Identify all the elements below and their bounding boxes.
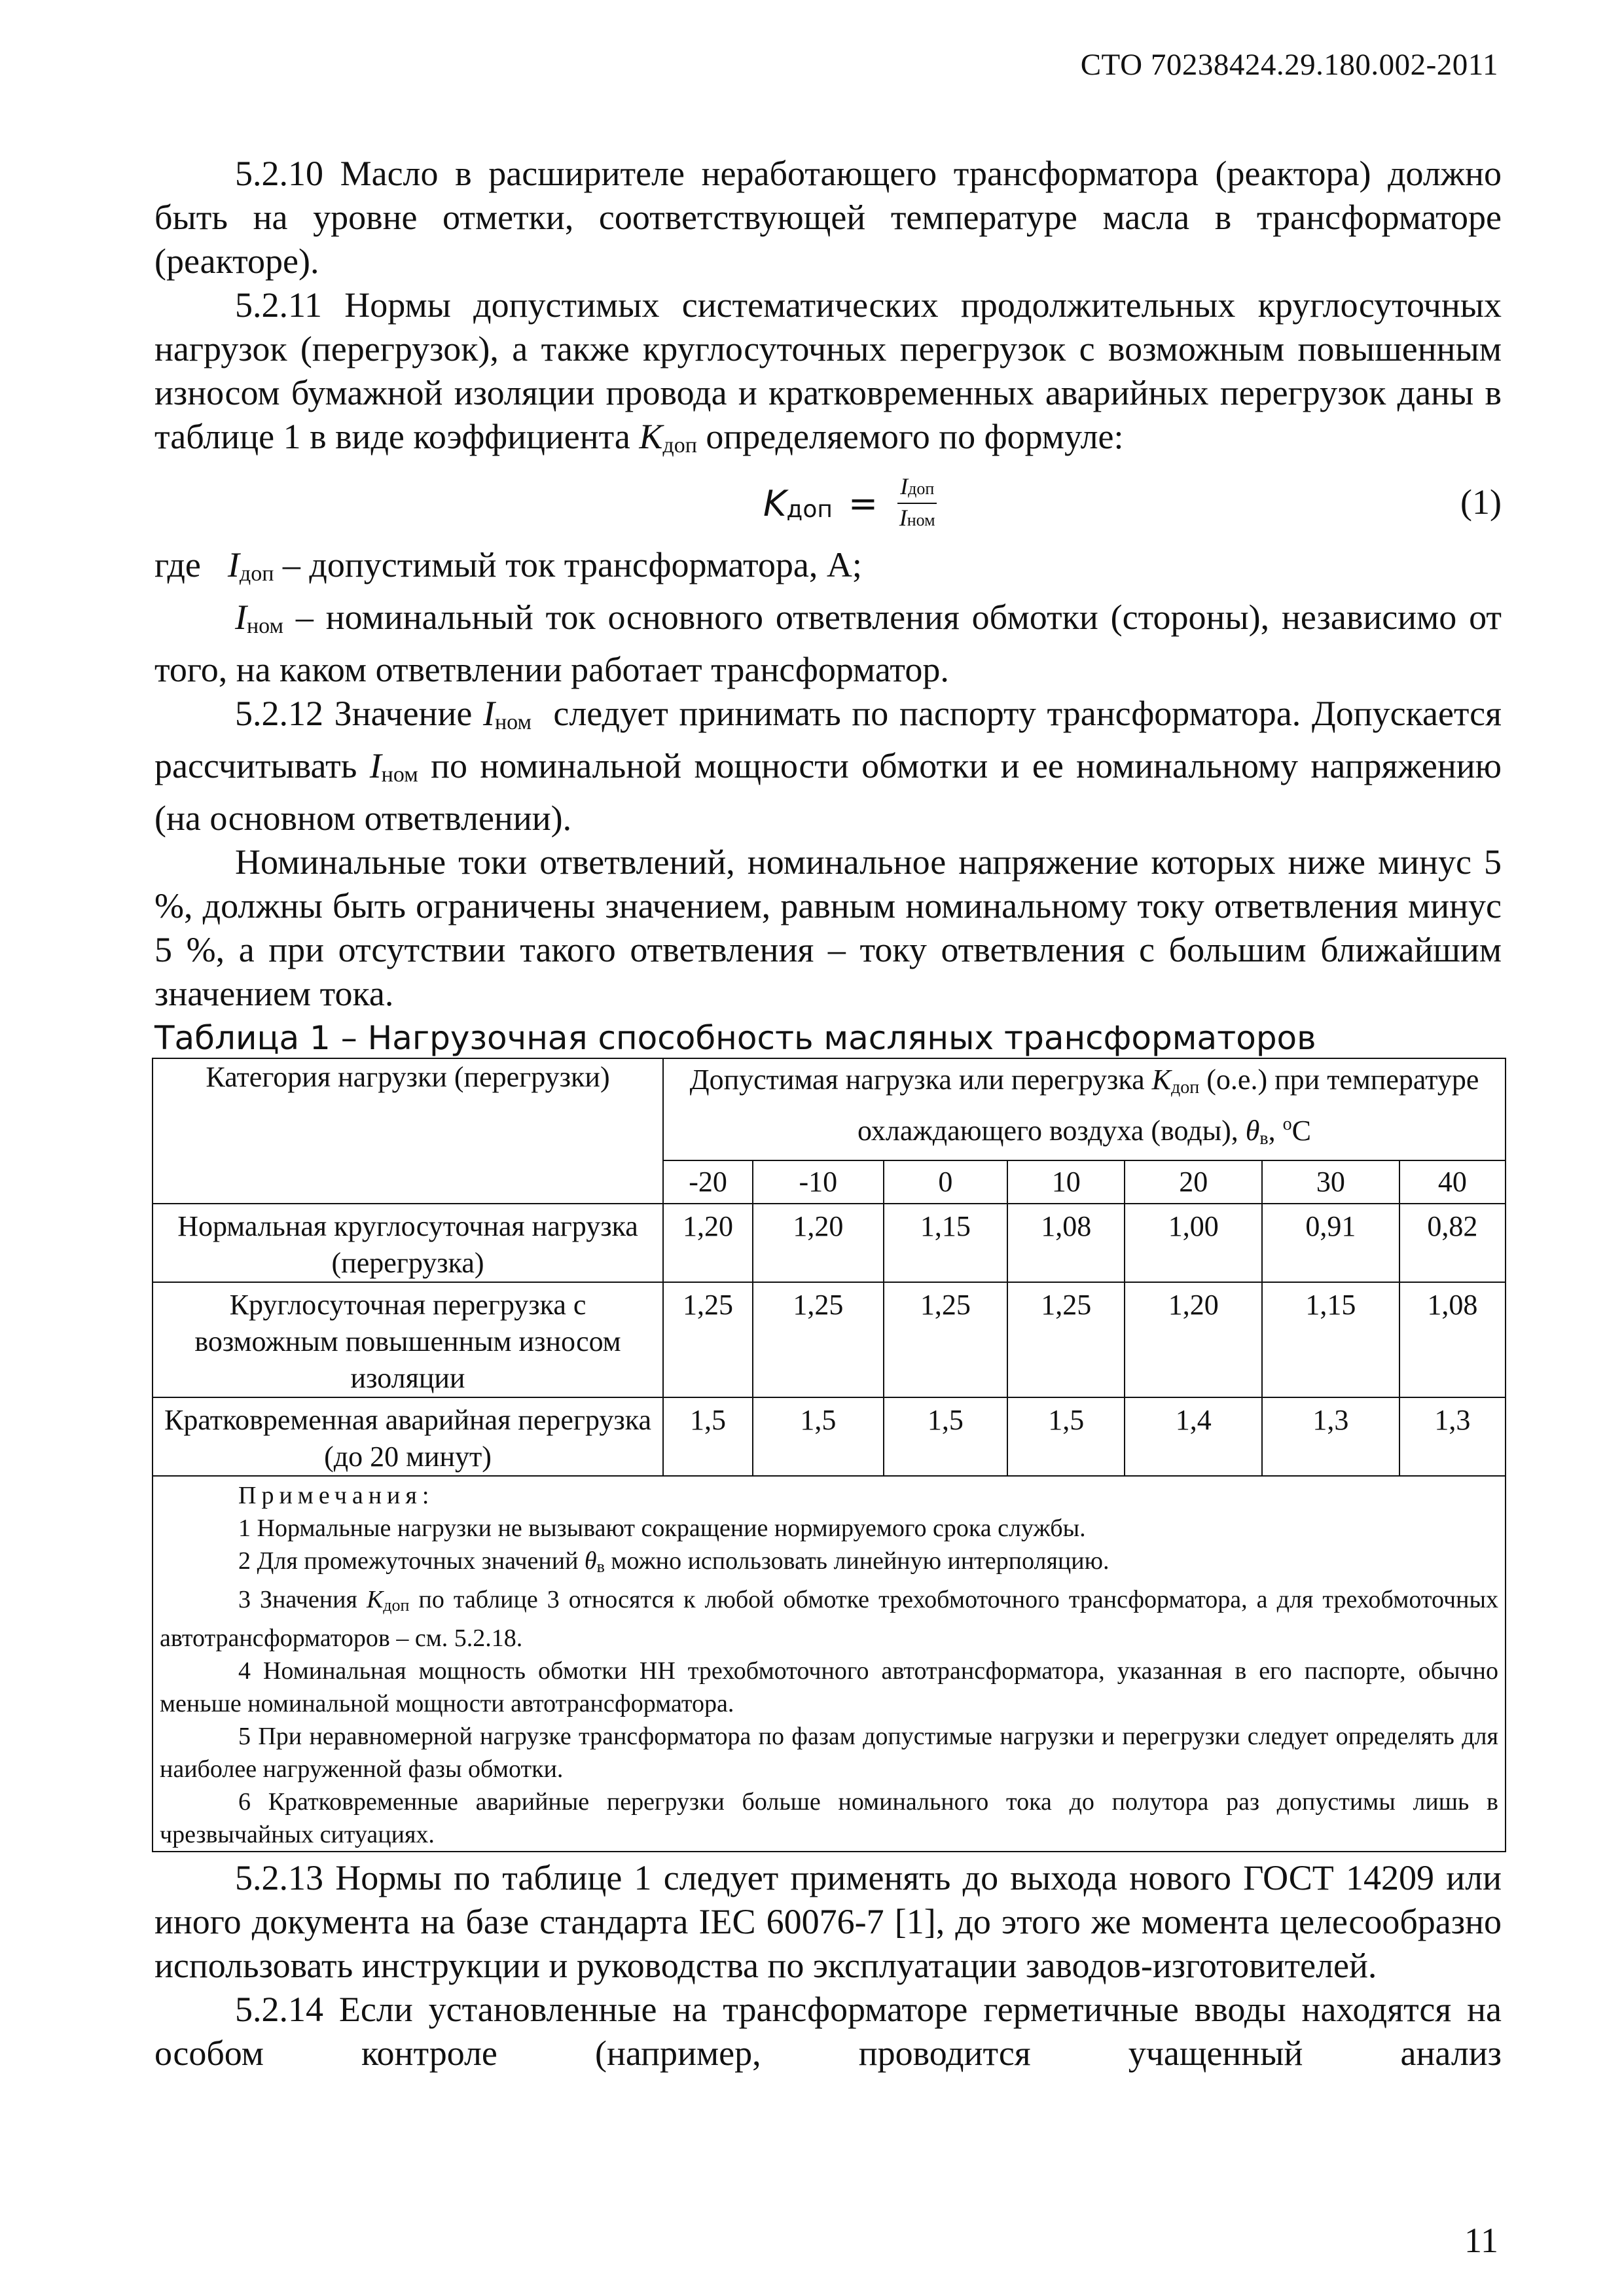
paragraph-5-2-14: 5.2.14 Если установленные на трансформаторе герметичные вводы находятся на особом контроле (например, проводится учащенный анализ — [154, 1990, 1502, 2073]
paragraph-text-end: определяемого по формуле: — [696, 417, 1124, 456]
formula-numerator: Iдоп — [897, 473, 937, 504]
row-value: 1,00 — [1125, 1204, 1262, 1282]
formula-equals: = — [848, 482, 878, 524]
note-2: 2 Для промежуточных значений θв можно использовать линейную интерполяцию. — [238, 1547, 1110, 1576]
temp-cell: 40 — [1399, 1160, 1506, 1204]
formula-lhs-subscript: доп — [786, 496, 833, 523]
row-value: 0,82 — [1399, 1204, 1506, 1282]
paragraph-5-2-13: 5.2.13 Нормы по таблице 1 следует применять до выхода нового ГОСТ 14209 или иного документа на базе стандарта IEC 60076-7 [1], до этого же момента целесообразно использовать инструкции и руководства по эксплуатации заводов-изготовителей. — [154, 1858, 1502, 1985]
row-value: 1,25 — [753, 1282, 884, 1397]
row-value: 0,91 — [1262, 1204, 1399, 1282]
row-value: 1,25 — [663, 1282, 753, 1397]
row-category: Кратковременная аварийная перегрузка (до 20 минут) — [153, 1397, 663, 1476]
row-value: 1,5 — [663, 1397, 753, 1476]
formula-fraction — [897, 473, 937, 534]
paragraph-nominal-currents: Номинальные токи ответвлений, номинальное напряжение которых ниже минус 5 %, должны быть ограничены значением, равным номинальному току ответвления минус 5 %, а при отсутствии такого ответвления – току ответвления с большим ближайшим значением тока. — [154, 842, 1502, 1013]
formula-lhs: K — [763, 482, 787, 524]
note-5: 5 При неравномерной нагрузке трансформатора по фазам допустимые нагрузки и перегрузки следует определять для наиболее нагруженной фазы обмотки. — [160, 1723, 1498, 1783]
row-value: 1,08 — [1007, 1204, 1125, 1282]
header-load: Допустимая нагрузка или перегрузка Kдоп (о.е.) при температуре охлаждающего воздуха (воды), θв, $^о$С — [663, 1058, 1506, 1160]
load-table — [152, 1058, 1506, 1852]
formula-expression — [763, 473, 937, 534]
notes-cell — [153, 1476, 1506, 1852]
row-value: 1,20 — [1125, 1282, 1262, 1397]
row-value: 1,4 — [1125, 1397, 1262, 1476]
row-value: 1,5 — [884, 1397, 1007, 1476]
row-category: Нормальная круглосуточная нагрузка (перегрузка) — [153, 1204, 663, 1282]
notes-title: Примечания: — [238, 1482, 435, 1509]
formula-denominator: Iном — [899, 505, 935, 531]
document-code: СТО 70238424.29.180.002-2011 — [1080, 48, 1498, 82]
note-4: 4 Номинальная мощность обмотки НН трехобмоточного автотрансформатора, указанная в его паспорте, обычно меньше номинальной мощности автотрансформатора. — [160, 1657, 1498, 1717]
temp-cell: 0 — [884, 1160, 1007, 1204]
row-value: 1,15 — [1262, 1282, 1399, 1397]
note-6: 6 Кратковременные аварийные перегрузки больше номинального тока до полутора раз допустимы лишь в чрезвычайных ситуациях. — [160, 1788, 1498, 1848]
paragraph-5-2-11 — [154, 283, 1502, 467]
i-dop-symbol: I — [227, 545, 240, 584]
formula-number: (1) — [1460, 482, 1502, 522]
row-value: 1,20 — [753, 1204, 884, 1282]
where-i-dop: где Iдоп – допустимый ток трансформатора, А; — [154, 545, 862, 586]
note-3: 3 Значения Kдоп по таблице 3 относятся к любой обмотке трехобмоточного трансформатора, а для трехобмоточных автотрансформаторов – см. 5.2.18. — [160, 1586, 1498, 1652]
row-value: 1,08 — [1399, 1282, 1506, 1397]
temp-cell: 10 — [1007, 1160, 1125, 1204]
notes-row — [153, 1476, 1506, 1852]
table-row — [153, 1397, 1506, 1476]
table-header-row — [153, 1058, 1506, 1160]
row-value: 1,25 — [1007, 1282, 1125, 1397]
k-subscript: доп — [662, 433, 697, 457]
temp-cell: 20 — [1125, 1160, 1262, 1204]
formula-1 — [154, 467, 1502, 543]
row-value: 1,5 — [1007, 1397, 1125, 1476]
page-number: 11 — [1464, 2221, 1498, 2260]
paragraph-text: 5.2.11 Нормы допустимых систематических продолжительных круглосуточных нагрузок (перегрузок), а также круглосуточных перегрузок с возможным повышенным износом бумажной изоляции провода и кратковременных аварийных перегрузок даны в таблице 1 в виде коэффициента — [154, 285, 1502, 456]
page-body — [154, 152, 1511, 2075]
row-value: 1,3 — [1262, 1397, 1399, 1476]
table-title: Таблица 1 – Нагрузочная способность масляных трансформаторов — [154, 1019, 1316, 1057]
header-category: Категория нагрузки (перегрузки) — [153, 1058, 663, 1204]
row-value: 1,25 — [884, 1282, 1007, 1397]
note-1: 1 Нормальные нагрузки не вызывают сокращение нормируемого срока службы. — [238, 1515, 1086, 1542]
paragraph-5-2-10: 5.2.10 Масло в расширителе неработающего трансформатора (реактора) должно быть на уровне отметки, соответствующей температуре масла в трансформаторе (реакторе). — [154, 154, 1502, 281]
temp-cell: -10 — [753, 1160, 884, 1204]
temp-cell: 30 — [1262, 1160, 1399, 1204]
paragraph-5-2-12: 5.2.12 Значение Iном следует принимать по паспорту трансформатора. Допускается рассчитывать Iном по номинальной мощности обмотки и ее номинальному напряжению (на основном ответвлении). — [154, 694, 1511, 838]
where-i-nom: Iном – номинальный ток основного ответвления обмотки (стороны), независимо от того, на каком ответвлении работает трансформатор. — [154, 598, 1502, 689]
row-value: 1,15 — [884, 1204, 1007, 1282]
i-nom-symbol: I — [235, 598, 247, 637]
k-symbol: K — [639, 417, 663, 456]
row-value: 1,20 — [663, 1204, 753, 1282]
row-value: 1,3 — [1399, 1397, 1506, 1476]
table-row — [153, 1282, 1506, 1397]
temp-cell: -20 — [663, 1160, 753, 1204]
row-category: Круглосуточная перегрузка с возможным повышенным износом изоляции — [153, 1282, 663, 1397]
row-value: 1,5 — [753, 1397, 884, 1476]
table-row — [153, 1204, 1506, 1282]
